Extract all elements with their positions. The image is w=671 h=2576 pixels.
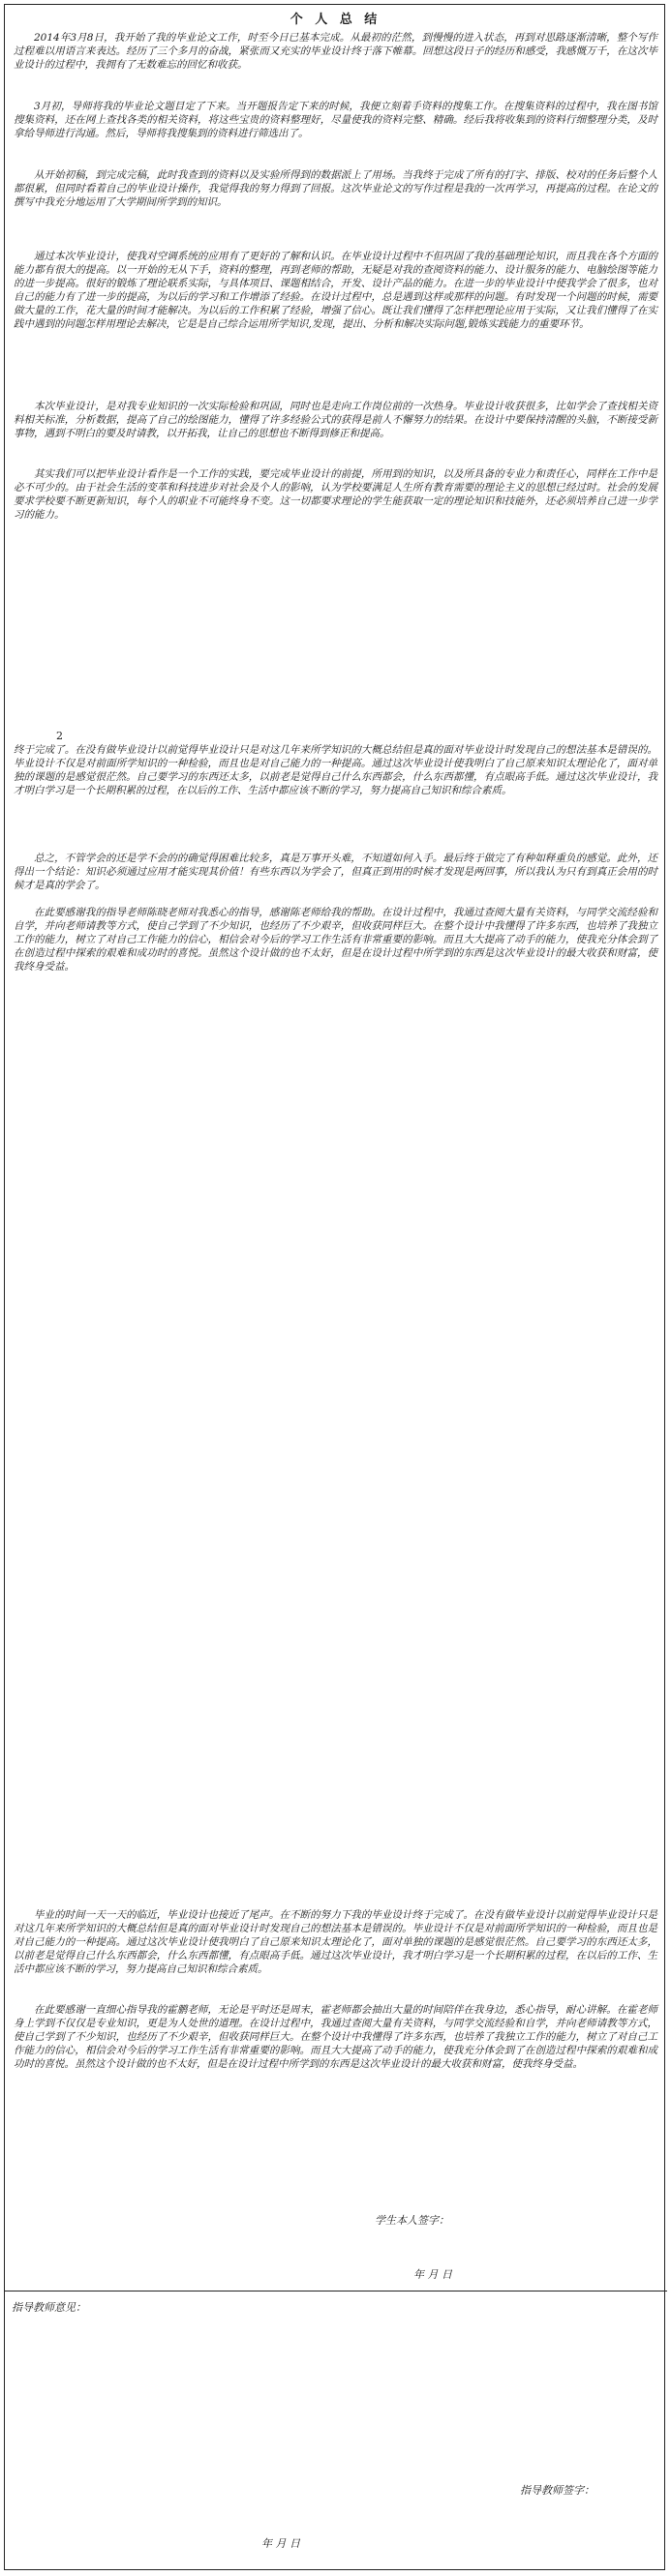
summary-paragraph-1: 2014年3月8日，我开始了我的毕业论文工作，时至今日已基本完成。从最初的茫然，到慢慢的进入状态，再到对思路逐渐清晰，整个写作过程难以用语言来表达。经历了三个多月的奋战，紧张而又充实的毕业设计终于落下帷幕。回想这段日子的经历和感受，我感慨万千，在这次毕业设计的过程中，我拥有了无数难忘的回忆和收获。: [14, 32, 657, 72]
student-date-label: 年 月 日: [413, 2268, 452, 2281]
summary-paragraph-7: 终于完成了。在没有做毕业设计以前觉得毕业设计只是对这几年来所学知识的大概总结但是真的面对毕业设计时发现自己的想法基本是错误的。毕业设计不仅是对前面所学知识的一种检验，而且也是对自己能力的一种提高。通过这次毕业设计使我明白了自己原来知识太理论化了，面对单独的课题的是感觉很茫然。自己要学习的东西还太多，以前老是觉得自己什么东西都会，什么东西都懂，有点眼高手低。通过这次毕业设计，我才明白学习是一个长期积累的过程，在以后的工作、生活中都应该不断的学习，努力提高自己知识和综合素质。: [14, 744, 657, 797]
summary-paragraph-2: 3月初，导师将我的毕业论文题目定了下来。当开题报告定下来的时候，我便立刻着手资料的搜集工作。在搜集资料的过程中，我在图书馆搜集资料，还在网上查找各类的相关资料，将这些宝贵的资料整理好，尽量使我的资料完整、精确。经后我将收集到的资料行细整理分类，及时拿给导师进行沟通。然后，导师将我搜集到的资料进行筛选出了。: [14, 101, 657, 140]
form-border: [4, 4, 665, 2570]
student-signature-label: 学生本人签字：: [375, 2214, 449, 2227]
summary-paragraph-9: 在此要感谢我的指导老师陈晓老师对我悉心的指导，感谢陈老师给我的帮助。在设计过程中，我通过查阅大量有关资料，与同学交流经验和自学，并向老师请教等方式，使自己学到了不少知识，也经历了不少艰辛，但收获同样巨大。在整个设计中我懂得了许多东西，也培养了我独立工作的能力，树立了对自己工作能力的信心，相信会对今后的学习工作生活有非常重要的影响。而且大大提高了动手的能力，使我充分体会到了在创造过程中探索的艰难和成功时的喜悦。虽然这个设计做的也不太好，但是在设计过程中所学到的东西是这次毕业设计的最大收获和财富，使我终身受益。: [14, 907, 657, 973]
summary-paragraph-4: 通过本次毕业设计，使我对空调系统的应用有了更好的了解和认识。在毕业设计过程中不但巩固了我的基础理论知识，而且我在各个方面的能力都有很大的提高。以一开始的无从下手，资料的整理，再到老师的帮助，无疑是对我的查阅资料的能力、设计服务的能力、电脑绘图等能力的进一步提高。很好的锻炼了理论联系实际，与具体项目、课题相结合，开发、设计产品的能力。在进一步的毕业设计中使我学会了很多，也对自己的能力有了进一步的提高，为以后的学习和工作增添了经验。在设计过程中，总是遇到这样或那样的问题。有时发现一个问题的时候，需要做大量的工作，花大量的时间才能解决。为以后的工作积累了经验，增强了信心。既让我们懂得了怎样把理论应用于实际，又让我们懂得了在实践中遇到的问题怎样用理论去解决，它是是自己综合运用所学知识,发现，提出、分析和解决实际问题,锻炼实践能力的重要环节。: [14, 251, 657, 331]
document-title: 个 人 总 结: [290, 13, 381, 27]
advisor-opinion-label: 指导教师意见：: [12, 2301, 86, 2314]
summary-paragraph-11: 在此要感谢一直细心指导我的霍鹏老师，无论是平时还是周末，霍老师都会抽出大量的时间陪伴在我身边，悉心指导，耐心讲解。在霍老师身上学到不仅仅是专业知识，更是为人处世的道理。在设计过程中，我通过查阅大量有关资料，与同学交流经验和自学，并向老师请教等方式，使自己学到了不少知识，也经历了不少艰辛，但收获同样巨大。在整个设计中我懂得了许多东西，也培养了我独立工作的能力，树立了对自己工作能力的信心，相信会对今后的学习工作生活有非常重要的影响。而且大大提高了动手的能力，使我充分体会到了在创造过程中探索的艰难和成功时的喜悦。虽然这个设计做的也不太好，但是在设计过程中所学到的东西是这次毕业设计的最大收获和财富，使我终身受益。: [14, 2004, 657, 2071]
page-number: 2: [56, 730, 63, 742]
summary-paragraph-6: 其实我们可以把毕业设计看作是一个工作的实践，要完成毕业设计的前提，所用到的知识，以及所具备的专业力和责任心，同样在工作中是必不可少的。由于社会生活的变革和科技进步对社会及个人的影响，认为学校要满足人生所有教育需要的理论主义的思想已经过时。社会的发展要求学校要不断更新知识，每个人的职业不可能终身不变。这一切都要求理论的学生能获取一定的理论知识和技能外，还必须培养自己进一步学习的能力。: [14, 468, 657, 522]
summary-paragraph-8: 总之，不管学会的还是学不会的的确觉得困难比较多，真是万事开头难，不知道如何入手。最后终于做完了有种如释重负的感觉。此外，还得出一个结论：知识必须通过应用才能实现其价值！有些东西以为学会了，但真正到用的时候才发现是两回事，所以我认为只有到真正会用的时候才是真的学会了。: [14, 853, 657, 892]
summary-paragraph-3: 从开始初稿，到完成完稿，此时我查到的资料以及实验所得到的数据派上了用场。当我终于完成了所有的打字、排版、校对的任务后整个人都很累，但同时看着自己的毕业设计操作，我觉得我的努力得到了回报。这次毕业论文的写作过程是我的一次再学习，再提高的过程。在论文的撰写中我充分地运用了大学期间所学到的知识。: [14, 169, 657, 209]
advisor-date-label: 年 月 日: [261, 2537, 300, 2550]
advisor-signature-label: 指导教师签字：: [520, 2484, 595, 2497]
summary-paragraph-10: 毕业的时间一天一天的临近，毕业设计也接近了尾声。在不断的努力下我的毕业设计终于完成了。在没有做毕业设计以前觉得毕业设计只是对这几年来所学知识的大概总结但是真的面对毕业设计时发现自己的想法基本是错误的。毕业设计不仅是对前面所学知识的一种检验，而且也是对自己能力的一种提高。通过这次毕业设计使我明白了自己原来知识太理论化了，面对单独的课题的是感觉很茫然。自己要学习的东西还太多，以前老是觉得自己什么东西都会，什么东西都懂，有点眼高手低。通过这次毕业设计，我才明白学习是一个长期积累的过程，在以后的工作、生活中都应该不断的学习，努力提高自己知识和综合素质。: [14, 1909, 657, 1976]
summary-paragraph-5: 本次毕业设计，是对我专业知识的一次实际检验和巩固，同时也是走向工作岗位前的一次热身。毕业设计收获很多，比如学会了查找相关资料相关标准，分析数据，提高了自己的绘图能力，懂得了许多经验公式的获得是前人不懈努力的结果。在设计中要保持清醒的头脑，不断接受新事物，遇到不明白的要及时请教，以开拓我，让自己的思想也不断得到修正和提高。: [14, 401, 657, 440]
